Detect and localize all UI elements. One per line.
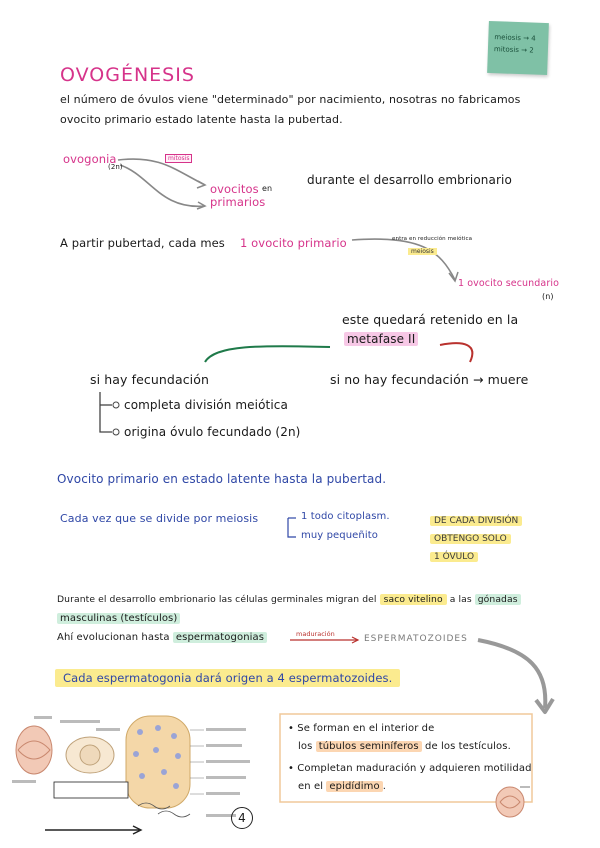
- pubertad-lead: A partir pubertad, cada mes: [60, 236, 225, 250]
- sticky-line-2: mitosis → 2: [493, 45, 534, 55]
- maduracion-label: maduración: [296, 630, 335, 638]
- division-box: [430, 512, 522, 566]
- si-fecundacion: si hay fecundación: [90, 372, 210, 387]
- blue-line-2: Cada vez que se divide por meiosis: [60, 512, 259, 525]
- intro-line-1: el número de óvulos viene "determinado" por nacimiento, nosotras no fabricamos: [60, 93, 521, 106]
- notes-b2-pre: en el: [298, 781, 327, 792]
- notes-bullet-2: • Completan maduración y adquieren motilidad en el epidídimo .: [288, 763, 532, 792]
- espermatogonia-banner: Cada espermatogonia dará origen a 4 espermatozoides.: [55, 669, 400, 687]
- sperm-line-3: [57, 632, 267, 643]
- secundario-ploidy: (n): [542, 292, 554, 301]
- sperm-line-1b: a las: [446, 594, 475, 605]
- ovocito-secundario: 1 ovocito secundario: [458, 278, 559, 289]
- branch-completa: completa división meiótica: [124, 398, 288, 412]
- reduccion-note: entra en reducción meiótica: [392, 236, 473, 242]
- metafase-label: metafase II: [344, 332, 418, 346]
- blue-line-1: Ovocito primario en estado latente hasta la pubertad.: [57, 472, 387, 486]
- notes-b2-post: .: [382, 781, 386, 792]
- primarios-label: primarios: [210, 195, 266, 209]
- retenido-line: este quedará retenido en la: [342, 312, 519, 327]
- sperm-line-3a: Ahí evolucionan hasta: [57, 632, 173, 643]
- branch-origina: origina óvulo fecundado (2n): [124, 425, 301, 439]
- ovocito-primario: 1 ovocito primario: [240, 236, 347, 250]
- division-box-line-3: 1 ÓVULO: [430, 552, 478, 562]
- ovocitos-en: en: [262, 184, 273, 193]
- red-curve: [440, 343, 472, 362]
- tubulos-label: túbulos seminíferos: [316, 741, 422, 752]
- page-title: OVOGÉNESIS: [60, 64, 195, 86]
- sperm-line-1a: Durante el desarrollo embrionario las células germinales migran del: [57, 594, 380, 605]
- notes-b2-line-a: Completan maduración y adquieren motilidad: [297, 763, 532, 774]
- division-box-line-2: OBTENGO SOLO: [430, 534, 511, 544]
- sticky-line-1: meiosis → 4: [494, 33, 536, 43]
- espermatozoides-label: ESPERMATOZOIDES: [364, 634, 468, 644]
- blue-opt-1: 1 todo citoplasm.: [301, 511, 390, 522]
- meiosis-tag: meiosis: [408, 248, 437, 255]
- epididimo-label: epidídimo: [326, 781, 382, 792]
- no-fecundacion: si no hay fecundación → muere: [330, 372, 529, 387]
- arrow-primario-secundario: [352, 239, 455, 280]
- masculinas-label: masculinas (testículos): [57, 613, 180, 624]
- ovogonia-ploidy: (2n): [108, 163, 123, 171]
- branch-lines: [100, 392, 112, 432]
- mitosis-tag: mitosis: [165, 154, 192, 163]
- ovogonia-label: ovogonia: [63, 152, 117, 166]
- notes-b1-post: de los testículos.: [421, 741, 511, 752]
- notes-b1-line-a: Se forman en el interior de: [297, 723, 435, 734]
- arrow-ovogonia-down: [120, 165, 205, 206]
- ovocitos-label: ovocitos: [210, 182, 259, 196]
- green-curve: [205, 346, 330, 362]
- sperm-line-1: [57, 594, 521, 605]
- espermatogonias-label: espermatogonias: [173, 632, 267, 643]
- gonadas-label: gónadas: [475, 594, 521, 605]
- saco-vitelino: saco vitelino: [380, 594, 447, 605]
- notes-bullet-1: • Se forman en el interior de los túbulos seminíferos de los testículos.: [288, 723, 511, 752]
- notes-b1-pre: los: [298, 741, 316, 752]
- blue-branch: [288, 518, 296, 537]
- blue-opt-2: muy pequeñito: [301, 530, 378, 541]
- intro-line-2: ovocito primario estado latente hasta la pubertad.: [60, 113, 343, 126]
- division-box-line-1: DE CADA DIVISIÓN: [430, 516, 522, 526]
- sperm-line-2: [57, 613, 180, 624]
- page-number: 4: [238, 811, 246, 825]
- sticky-note: [487, 21, 549, 75]
- page-number-circle: [231, 807, 253, 829]
- embrionario-note: durante el desarrollo embrionario: [307, 173, 512, 187]
- small-testis-sketch: [492, 782, 532, 820]
- big-gray-arrow: [478, 640, 545, 708]
